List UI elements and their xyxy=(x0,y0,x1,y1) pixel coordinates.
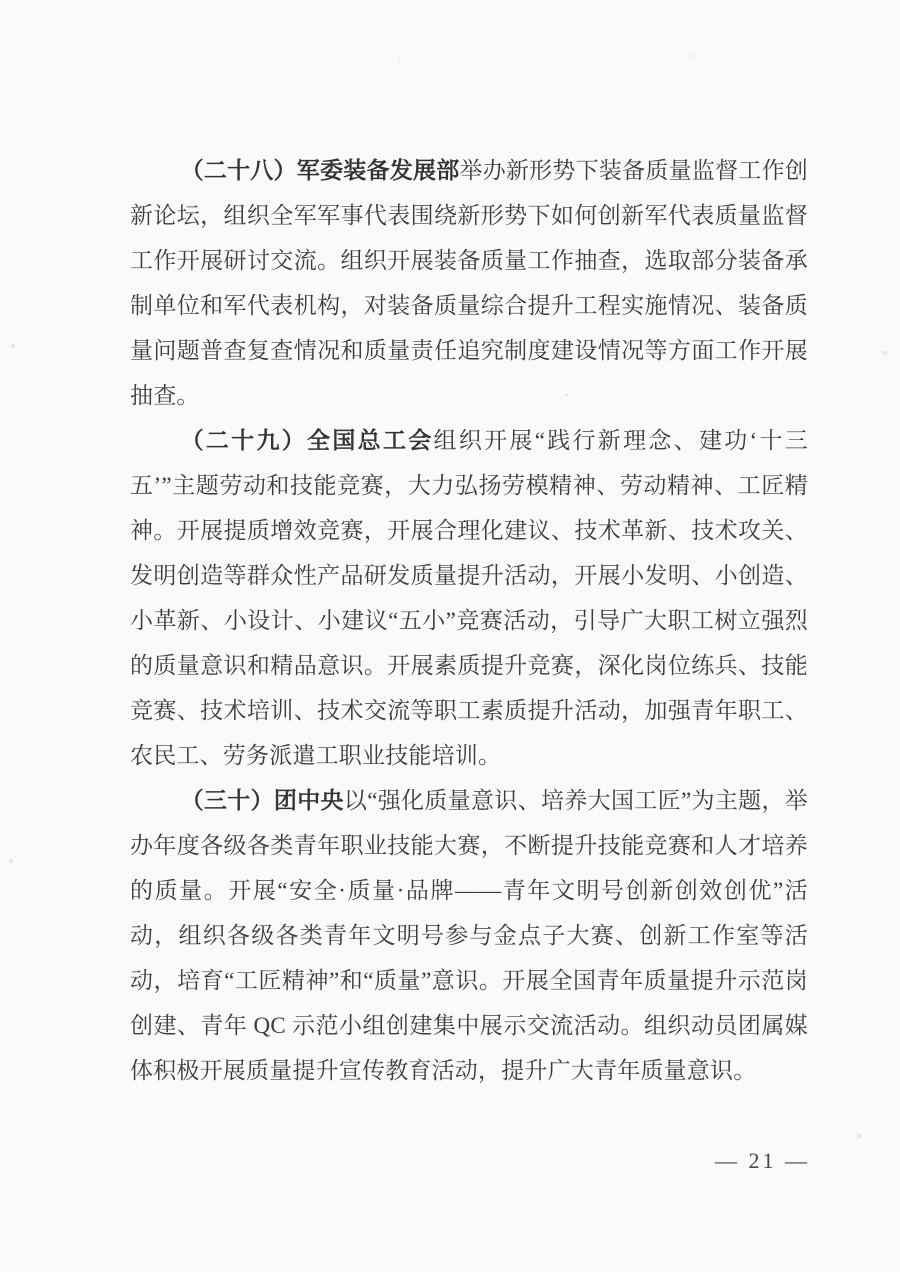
paragraph-30-heading: （三十）团中央 xyxy=(180,788,344,813)
paragraph-30-text: 以“强化质量意识、培养大国工匠”为主题，举办年度各级各类青年职业技能大赛，不断提升技能竞赛和人才培养的质量。开展“安全·质量·品牌——青年文明号创新创效创优”活动，组织各级各类青年文明号参与金点子大赛、创新工作室等活动，培育“工匠精神”和“质量”意识。开展全国青年质量提升示范岗创建、青年 QC 示范小组创建集中展示交流活动。组织动员团属媒体积极开展质量提升宣传教育活动，提升广大青年质量意识。 xyxy=(130,788,808,1083)
document-body xyxy=(130,148,808,1093)
scan-artifacts xyxy=(0,0,2,2)
page-number: — 21 — xyxy=(715,1148,810,1173)
paragraph-28 xyxy=(130,148,808,418)
paragraph-29-heading: （二十九）全国总工会 xyxy=(180,428,434,453)
paragraph-28-text: 举办新形势下装备质量监督工作创新论坛，组织全军军事代表围绕新形势下如何创新军代表质量监督工作开展研讨交流。组织开展装备质量工作抽查，选取部分装备承制单位和军代表机构，对装备质量综合提升工程实施情况、装备质量问题普查复查情况和质量责任追究制度建设情况等方面工作开展抽查。 xyxy=(130,158,809,408)
paragraph-29-text: 组织开展“践行新理念、建功‘十三五’”主题劳动和技能竞赛，大力弘扬劳模精神、劳动精神、工匠精神。开展提质增效竞赛，开展合理化建议、技术革新、技术攻关、发明创造等群众性产品研发质量提升活动，开展小发明、小创造、小革新、小设计、小建议“五小”竞赛活动，引导广大职工树立强烈的质量意识和精品意识。开展素质提升竞赛，深化岗位练兵、技能竞赛、技术培训、技术交流等职工素质提升活动，加强青年职工、农民工、劳务派遣工职业技能培训。 xyxy=(130,428,808,768)
paragraph-29 xyxy=(130,418,808,778)
paragraph-28-heading: （二十八）军委装备发展部 xyxy=(180,158,460,183)
paragraph-30 xyxy=(130,778,808,1093)
